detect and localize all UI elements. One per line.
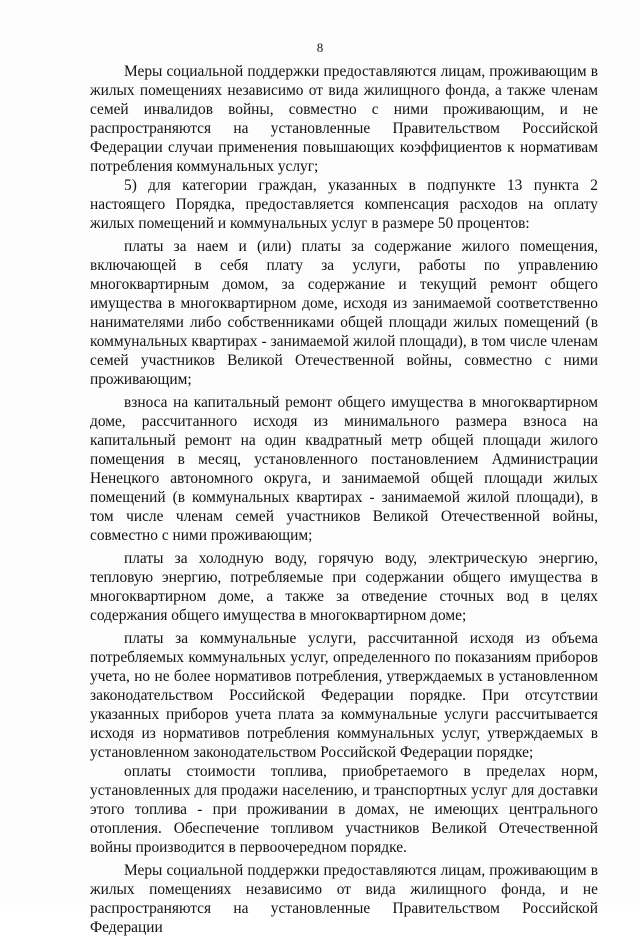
page-number: 8 bbox=[316, 40, 324, 55]
paragraph-5: платы за холодную воду, горячую воду, электрическую энергию, тепловую энергию, потребляемые при содержании общего имущества в многоквартирном доме, а также за отведение сточных вод в целях содержания общего имущества в многоквартирном доме; bbox=[90, 550, 598, 624]
paragraph-2: 5) для категории граждан, указанных в подпункте 13 пункта 2 настоящего Порядка, предоставляется компенсация расходов на оплату жилых помещений и коммунальных услуг в размере 50 процентов: bbox=[90, 177, 598, 232]
paragraph-4: взноса на капитальный ремонт общего имущества в многоквартирном доме, рассчитанного исходя из минимального размера взноса на капитальный ремонт на один квадратный метр общей площади жилого помещения в месяц, установленного постановлением Администрации Ненецкого автономного округа, и занимаемой общей площади жилых помещений (в коммунальных квартирах - занимаемой жилой площади), в том числе членам семей участников Великой Отечественной войны, совместно с ними проживающим; bbox=[90, 394, 598, 544]
paragraph-3: платы за наем и (или) платы за содержание жилого помещения, включающей в себя плату за услуги, работы по управлению многоквартирным домом, за содержание и текущий ремонт общего имущества в многоквартирном доме, исходя из занимаемой соответственно нанимателями либо собственниками общей площади жилых помещений (в коммунальных квартирах - занимаемой жилой площади), в том числе членам семей участников Великой Отечественной войны, совместно с ними проживающим; bbox=[90, 238, 598, 388]
paragraph-6: платы за коммунальные услуги, рассчитанной исходя из объема потребляемых коммунальных услуг, определенного по показаниям приборов учета, но не более нормативов потребления, утверждаемых в установленном законодательством Российской Федерации порядке. При отсутствии указанных приборов учета плата за коммунальные услуги рассчитывается исходя из нормативов потребления коммунальных услуг, утверждаемых в установленном законодательством Российской Федерации порядке; bbox=[90, 630, 598, 761]
paragraph-8: Меры социальной поддержки предоставляются лицам, проживающим в жилых помещениях независимо от вида жилищного фонда, и не распространяются на установленные Правительством Российской Федерации bbox=[90, 862, 598, 936]
document-body bbox=[90, 62, 598, 937]
paragraph-1: Меры социальной поддержки предоставляются лицам, проживающим в жилых помещениях независимо от вида жилищного фонда, а также членам семей инвалидов войны, совместно с ними проживающим, и не распространяются на установленные Правительством Российской Федерации случаи применения повышающих коэффициентов к нормативам потребления коммунальных услуг; bbox=[90, 63, 598, 175]
paragraph-7: оплаты стоимости топлива, приобретаемого в пределах норм, установленных для продажи населению, и транспортных услуг для доставки этого топлива - при проживании в домах, не имеющих центрального отопления. Обеспечение топливом участников Великой Отечественной войны производится в первоочередном порядке. bbox=[90, 763, 598, 856]
